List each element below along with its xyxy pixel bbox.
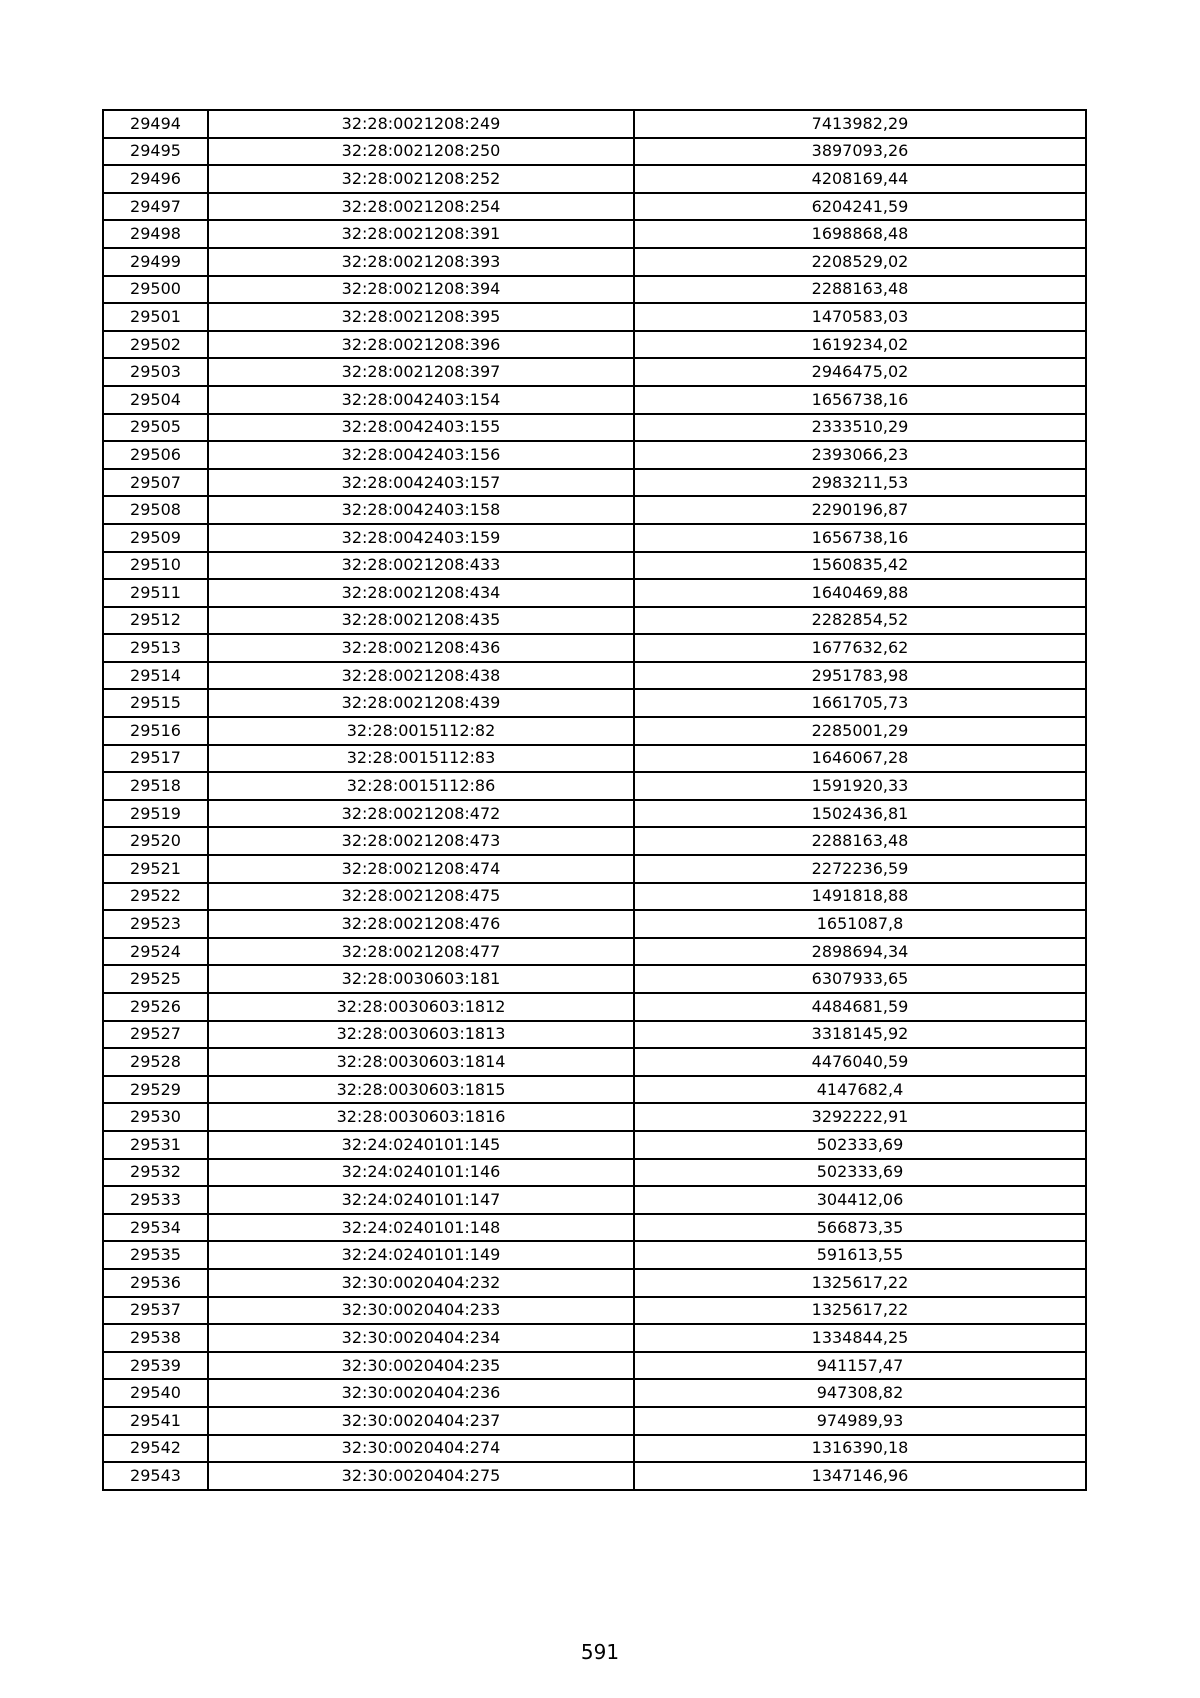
- cadastral-value-cell: 6307933,65: [634, 965, 1086, 993]
- cadastral-value-cell: 4484681,59: [634, 993, 1086, 1021]
- cadastral-number-cell: 32:30:0020404:235: [208, 1352, 634, 1380]
- row-number-cell: 29523: [103, 910, 208, 938]
- row-number-cell: 29514: [103, 662, 208, 690]
- cadastral-number-cell: 32:28:0015112:82: [208, 717, 634, 745]
- cadastral-number-cell: 32:28:0042403:158: [208, 496, 634, 524]
- cadastral-number-cell: 32:28:0021208:252: [208, 165, 634, 193]
- row-number-cell: 29542: [103, 1435, 208, 1463]
- cadastral-value-cell: 1698868,48: [634, 220, 1086, 248]
- table-body: [103, 110, 1086, 1490]
- cadastral-value-cell: 2272236,59: [634, 855, 1086, 883]
- cadastral-value-cell: 1347146,96: [634, 1462, 1086, 1490]
- table-row: [103, 524, 1086, 552]
- table-row: [103, 938, 1086, 966]
- cadastral-value-cell: 304412,06: [634, 1186, 1086, 1214]
- cadastral-number-cell: 32:30:0020404:233: [208, 1297, 634, 1325]
- row-number-cell: 29511: [103, 579, 208, 607]
- cadastral-number-cell: 32:28:0015112:83: [208, 745, 634, 773]
- cadastral-value-cell: 1470583,03: [634, 303, 1086, 331]
- row-number-cell: 29496: [103, 165, 208, 193]
- row-number-cell: 29509: [103, 524, 208, 552]
- cadastral-number-cell: 32:30:0020404:234: [208, 1324, 634, 1352]
- cadastral-value-cell: 3897093,26: [634, 138, 1086, 166]
- row-number-cell: 29535: [103, 1241, 208, 1269]
- row-number-cell: 29538: [103, 1324, 208, 1352]
- cadastral-number-cell: 32:28:0021208:434: [208, 579, 634, 607]
- row-number-cell: 29521: [103, 855, 208, 883]
- row-number-cell: 29495: [103, 138, 208, 166]
- cadastral-value-cell: 2333510,29: [634, 414, 1086, 442]
- cadastral-value-cell: 1560835,42: [634, 552, 1086, 580]
- cadastral-value-cell: 974989,93: [634, 1407, 1086, 1435]
- cadastral-value-cell: 1640469,88: [634, 579, 1086, 607]
- cadastral-value-cell: 2208529,02: [634, 248, 1086, 276]
- row-number-cell: 29504: [103, 386, 208, 414]
- row-number-cell: 29530: [103, 1103, 208, 1131]
- cadastral-number-cell: 32:28:0021208:397: [208, 358, 634, 386]
- table-row: [103, 110, 1086, 138]
- cadastral-number-cell: 32:28:0021208:476: [208, 910, 634, 938]
- cadastral-number-cell: 32:28:0021208:439: [208, 689, 634, 717]
- row-number-cell: 29498: [103, 220, 208, 248]
- cadastral-value-cell: 2290196,87: [634, 496, 1086, 524]
- row-number-cell: 29520: [103, 827, 208, 855]
- cadastral-number-cell: 32:30:0020404:275: [208, 1462, 634, 1490]
- row-number-cell: 29508: [103, 496, 208, 524]
- table-row: [103, 1407, 1086, 1435]
- cadastral-value-cell: 2951783,98: [634, 662, 1086, 690]
- cadastral-value-cell: 2288163,48: [634, 276, 1086, 304]
- table-row: [103, 1379, 1086, 1407]
- row-number-cell: 29505: [103, 414, 208, 442]
- table-row: [103, 1159, 1086, 1187]
- cadastral-number-cell: 32:28:0021208:394: [208, 276, 634, 304]
- row-number-cell: 29533: [103, 1186, 208, 1214]
- table-row: [103, 165, 1086, 193]
- table-row: [103, 358, 1086, 386]
- table-row: [103, 248, 1086, 276]
- table-row: [103, 414, 1086, 442]
- cadastral-number-cell: 32:28:0030603:181: [208, 965, 634, 993]
- table-row: [103, 993, 1086, 1021]
- table-row: [103, 579, 1086, 607]
- table-row: [103, 689, 1086, 717]
- table-row: [103, 303, 1086, 331]
- row-number-cell: 29541: [103, 1407, 208, 1435]
- table-row: [103, 469, 1086, 497]
- table-row: [103, 552, 1086, 580]
- table-row: [103, 1186, 1086, 1214]
- cadastral-number-cell: 32:28:0030603:1815: [208, 1076, 634, 1104]
- cadastral-value-cell: 1677632,62: [634, 634, 1086, 662]
- table-row: [103, 607, 1086, 635]
- cadastral-number-cell: 32:24:0240101:149: [208, 1241, 634, 1269]
- cadastral-value-cell: 1619234,02: [634, 331, 1086, 359]
- cadastral-value-cell: 1325617,22: [634, 1269, 1086, 1297]
- page-number: 591: [580, 1640, 620, 1664]
- row-number-cell: 29501: [103, 303, 208, 331]
- cadastral-number-cell: 32:30:0020404:237: [208, 1407, 634, 1435]
- cadastral-number-cell: 32:28:0021208:474: [208, 855, 634, 883]
- table-row: [103, 965, 1086, 993]
- cadastral-number-cell: 32:28:0021208:396: [208, 331, 634, 359]
- cadastral-value-cell: 947308,82: [634, 1379, 1086, 1407]
- cadastral-value-table: [102, 109, 1087, 1491]
- table-row: [103, 772, 1086, 800]
- cadastral-number-cell: 32:28:0030603:1816: [208, 1103, 634, 1131]
- cadastral-number-cell: 32:28:0021208:254: [208, 193, 634, 221]
- table-row: [103, 910, 1086, 938]
- cadastral-number-cell: 32:28:0042403:154: [208, 386, 634, 414]
- row-number-cell: 29519: [103, 800, 208, 828]
- cadastral-value-cell: 1502436,81: [634, 800, 1086, 828]
- cadastral-number-cell: 32:28:0021208:435: [208, 607, 634, 635]
- row-number-cell: 29527: [103, 1021, 208, 1049]
- cadastral-value-cell: 2285001,29: [634, 717, 1086, 745]
- cadastral-number-cell: 32:30:0020404:274: [208, 1435, 634, 1463]
- cadastral-number-cell: 32:28:0021208:438: [208, 662, 634, 690]
- cadastral-value-cell: 1491818,88: [634, 883, 1086, 911]
- cadastral-number-cell: 32:28:0021208:393: [208, 248, 634, 276]
- cadastral-number-cell: 32:28:0021208:473: [208, 827, 634, 855]
- cadastral-value-cell: 4476040,59: [634, 1048, 1086, 1076]
- cadastral-value-cell: 502333,69: [634, 1131, 1086, 1159]
- cadastral-value-cell: 1651087,8: [634, 910, 1086, 938]
- cadastral-value-cell: 2288163,48: [634, 827, 1086, 855]
- table-row: [103, 1214, 1086, 1242]
- cadastral-number-cell: 32:28:0030603:1812: [208, 993, 634, 1021]
- table-row: [103, 1297, 1086, 1325]
- table-row: [103, 496, 1086, 524]
- cadastral-number-cell: 32:28:0042403:157: [208, 469, 634, 497]
- row-number-cell: 29513: [103, 634, 208, 662]
- row-number-cell: 29529: [103, 1076, 208, 1104]
- cadastral-number-cell: 32:30:0020404:232: [208, 1269, 634, 1297]
- cadastral-value-cell: 7413982,29: [634, 110, 1086, 138]
- row-number-cell: 29532: [103, 1159, 208, 1187]
- row-number-cell: 29500: [103, 276, 208, 304]
- row-number-cell: 29526: [103, 993, 208, 1021]
- row-number-cell: 29537: [103, 1297, 208, 1325]
- table-row: [103, 1324, 1086, 1352]
- row-number-cell: 29528: [103, 1048, 208, 1076]
- table-row: [103, 717, 1086, 745]
- table-row: [103, 1241, 1086, 1269]
- cadastral-number-cell: 32:24:0240101:148: [208, 1214, 634, 1242]
- table-row: [103, 1021, 1086, 1049]
- table-row: [103, 193, 1086, 221]
- table-row: [103, 276, 1086, 304]
- table-row: [103, 745, 1086, 773]
- table-row: [103, 1435, 1086, 1463]
- cadastral-number-cell: 32:28:0030603:1814: [208, 1048, 634, 1076]
- table-row: [103, 1048, 1086, 1076]
- table-row: [103, 220, 1086, 248]
- cadastral-value-cell: 1316390,18: [634, 1435, 1086, 1463]
- cadastral-value-cell: 591613,55: [634, 1241, 1086, 1269]
- cadastral-number-cell: 32:30:0020404:236: [208, 1379, 634, 1407]
- cadastral-value-cell: 1334844,25: [634, 1324, 1086, 1352]
- cadastral-value-cell: 4147682,4: [634, 1076, 1086, 1104]
- cadastral-number-cell: 32:28:0021208:433: [208, 552, 634, 580]
- table-row: [103, 883, 1086, 911]
- row-number-cell: 29531: [103, 1131, 208, 1159]
- cadastral-value-cell: 1656738,16: [634, 386, 1086, 414]
- row-number-cell: 29515: [103, 689, 208, 717]
- cadastral-value-cell: 566873,35: [634, 1214, 1086, 1242]
- row-number-cell: 29506: [103, 441, 208, 469]
- row-number-cell: 29507: [103, 469, 208, 497]
- row-number-cell: 29536: [103, 1269, 208, 1297]
- cadastral-value-cell: 2946475,02: [634, 358, 1086, 386]
- row-number-cell: 29543: [103, 1462, 208, 1490]
- cadastral-number-cell: 32:28:0015112:86: [208, 772, 634, 800]
- cadastral-value-cell: 4208169,44: [634, 165, 1086, 193]
- cadastral-number-cell: 32:28:0042403:156: [208, 441, 634, 469]
- row-number-cell: 29518: [103, 772, 208, 800]
- row-number-cell: 29502: [103, 331, 208, 359]
- table-row: [103, 1076, 1086, 1104]
- cadastral-number-cell: 32:24:0240101:147: [208, 1186, 634, 1214]
- row-number-cell: 29525: [103, 965, 208, 993]
- cadastral-number-cell: 32:28:0030603:1813: [208, 1021, 634, 1049]
- table-row: [103, 1352, 1086, 1380]
- cadastral-number-cell: 32:28:0021208:475: [208, 883, 634, 911]
- cadastral-value-cell: 502333,69: [634, 1159, 1086, 1187]
- table-row: [103, 441, 1086, 469]
- cadastral-value-cell: 1325617,22: [634, 1297, 1086, 1325]
- cadastral-value-cell: 3318145,92: [634, 1021, 1086, 1049]
- row-number-cell: 29516: [103, 717, 208, 745]
- table-row: [103, 138, 1086, 166]
- table-row: [103, 1269, 1086, 1297]
- table-row: [103, 800, 1086, 828]
- table-row: [103, 386, 1086, 414]
- row-number-cell: 29497: [103, 193, 208, 221]
- table-row: [103, 1103, 1086, 1131]
- table-row: [103, 634, 1086, 662]
- cadastral-number-cell: 32:28:0021208:395: [208, 303, 634, 331]
- row-number-cell: 29540: [103, 1379, 208, 1407]
- cadastral-number-cell: 32:28:0042403:159: [208, 524, 634, 552]
- cadastral-value-cell: 2393066,23: [634, 441, 1086, 469]
- row-number-cell: 29510: [103, 552, 208, 580]
- table-row: [103, 855, 1086, 883]
- cadastral-number-cell: 32:28:0021208:391: [208, 220, 634, 248]
- row-number-cell: 29512: [103, 607, 208, 635]
- row-number-cell: 29517: [103, 745, 208, 773]
- row-number-cell: 29494: [103, 110, 208, 138]
- table-row: [103, 331, 1086, 359]
- cadastral-value-cell: 2983211,53: [634, 469, 1086, 497]
- cadastral-number-cell: 32:24:0240101:146: [208, 1159, 634, 1187]
- cadastral-number-cell: 32:28:0021208:477: [208, 938, 634, 966]
- cadastral-number-cell: 32:28:0021208:472: [208, 800, 634, 828]
- row-number-cell: 29499: [103, 248, 208, 276]
- cadastral-value-cell: 1591920,33: [634, 772, 1086, 800]
- cadastral-number-cell: 32:28:0021208:436: [208, 634, 634, 662]
- cadastral-value-cell: 1661705,73: [634, 689, 1086, 717]
- table-row: [103, 1131, 1086, 1159]
- cadastral-number-cell: 32:24:0240101:145: [208, 1131, 634, 1159]
- row-number-cell: 29522: [103, 883, 208, 911]
- row-number-cell: 29524: [103, 938, 208, 966]
- table-row: [103, 1462, 1086, 1490]
- row-number-cell: 29534: [103, 1214, 208, 1242]
- cadastral-number-cell: 32:28:0042403:155: [208, 414, 634, 442]
- cadastral-value-cell: 2898694,34: [634, 938, 1086, 966]
- table-row: [103, 827, 1086, 855]
- table-row: [103, 662, 1086, 690]
- cadastral-number-cell: 32:28:0021208:250: [208, 138, 634, 166]
- cadastral-number-cell: 32:28:0021208:249: [208, 110, 634, 138]
- cadastral-value-cell: 1646067,28: [634, 745, 1086, 773]
- cadastral-value-cell: 3292222,91: [634, 1103, 1086, 1131]
- cadastral-value-cell: 2282854,52: [634, 607, 1086, 635]
- row-number-cell: 29503: [103, 358, 208, 386]
- cadastral-value-cell: 6204241,59: [634, 193, 1086, 221]
- cadastral-value-cell: 941157,47: [634, 1352, 1086, 1380]
- cadastral-value-cell: 1656738,16: [634, 524, 1086, 552]
- row-number-cell: 29539: [103, 1352, 208, 1380]
